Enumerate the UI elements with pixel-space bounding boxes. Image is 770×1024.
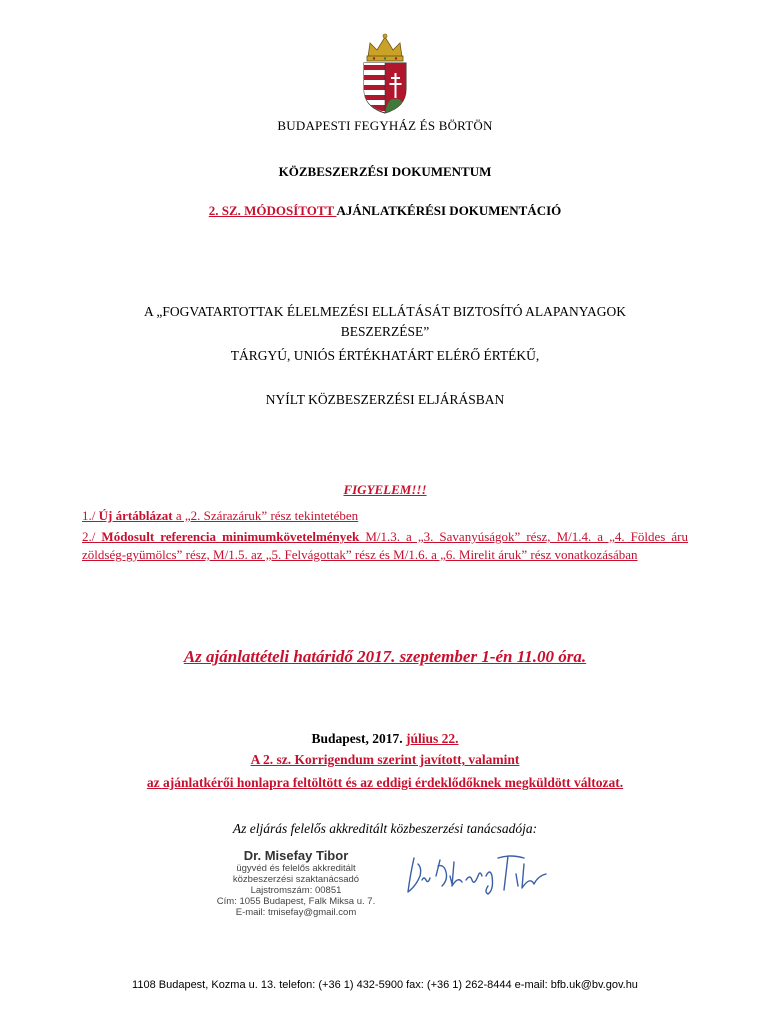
- notice-item-2-bold: Módosult referencia minimumkövetelmények: [101, 529, 360, 544]
- corrigendum-line-1: A 2. sz. Korrigendum szerint javított, valamint: [250, 752, 520, 767]
- coat-of-arms-icon: [358, 33, 412, 115]
- stamp-line: Cím: 1055 Budapest, Falk Miksa u. 7.: [216, 896, 376, 907]
- document-type: KÖZBESZERZÉSI DOKUMENTUM: [278, 164, 492, 179]
- notice-item-2-text: M/1.3. a „3. Savanyúságok” rész, M/1.4. a „4. Földes áru zöldség-gyümölcs” rész, M/1.5. az „5. Felvágottak” rész és M/1.6. a „6. Mirelit áruk” rész vonatkozásában: [82, 529, 688, 562]
- notice-item-1-text: a „2. Szárazáruk” rész tekintetében: [172, 508, 359, 523]
- notice-item-1-bold: Új ártáblázat: [98, 508, 173, 523]
- subject-line-2: BESZERZÉSE”: [340, 324, 430, 339]
- subject-line-1: A „FOGVATARTOTTAK ÉLELMEZÉSI ELLÁTÁSÁT BIZTOSÍTÓ ALAPANYAGOK: [144, 304, 626, 319]
- subject-line-3: TÁRGYÚ, UNIÓS ÉRTÉKHATÁRT ELÉRŐ ÉRTÉKŰ,: [230, 348, 540, 363]
- corrigendum-line-2: az ajánlatkérői honlapra feltöltött és az eddigi érdeklődőknek megküldött változat.: [146, 775, 624, 790]
- attention-heading: FIGYELEM!!!: [343, 482, 427, 497]
- stamp-line: ügyvéd és felelős akkreditált: [236, 863, 356, 874]
- subject-line-4: NYÍLT KÖZBESZERZÉSI ELJÁRÁSBAN: [265, 392, 505, 407]
- subtitle-rest: AJÁNLATKÉRÉSI DOKUMENTÁCIÓ: [336, 203, 562, 218]
- stamp-line: közbeszerzési szaktanácsadó: [232, 874, 360, 885]
- document-subtitle: [0, 203, 770, 219]
- advisor-stamp: [206, 848, 386, 918]
- handwritten-signature: [400, 846, 560, 902]
- footer-contact: 1108 Budapest, Kozma u. 13. telefon: (+36 1) 432-5900 fax: (+36 1) 262-8444 e-mail: bfb.uk@bv.gov.hu: [132, 979, 638, 991]
- notice-item-2-number: 2./: [82, 529, 102, 544]
- place-and-date: [0, 731, 770, 747]
- advisor-caption: Az eljárás felelős akkreditált közbeszerzési tanácsadója:: [232, 821, 538, 836]
- date-prefix: Budapest, 2017.: [311, 731, 406, 746]
- stamp-line: E-mail: tmisefay@gmail.com: [235, 907, 357, 918]
- notice-item-2: [82, 528, 688, 564]
- stamp-name: Dr. Misefay Tibor: [243, 848, 349, 863]
- institution-name: BUDAPESTI FEGYHÁZ ÉS BÖRTÖN: [277, 118, 493, 133]
- submission-deadline: Az ajánlattételi határidő 2017. szeptember 1-én 11.00 óra.: [183, 647, 587, 666]
- notice-item-1: [82, 508, 688, 524]
- date-highlight: július 22.: [406, 731, 459, 746]
- notice-item-1-number: 1./: [82, 508, 99, 523]
- subtitle-modified-label: 2. SZ. MÓDOSÍTOTT: [208, 203, 337, 218]
- stamp-line: Lajstromszám: 00851: [250, 885, 342, 896]
